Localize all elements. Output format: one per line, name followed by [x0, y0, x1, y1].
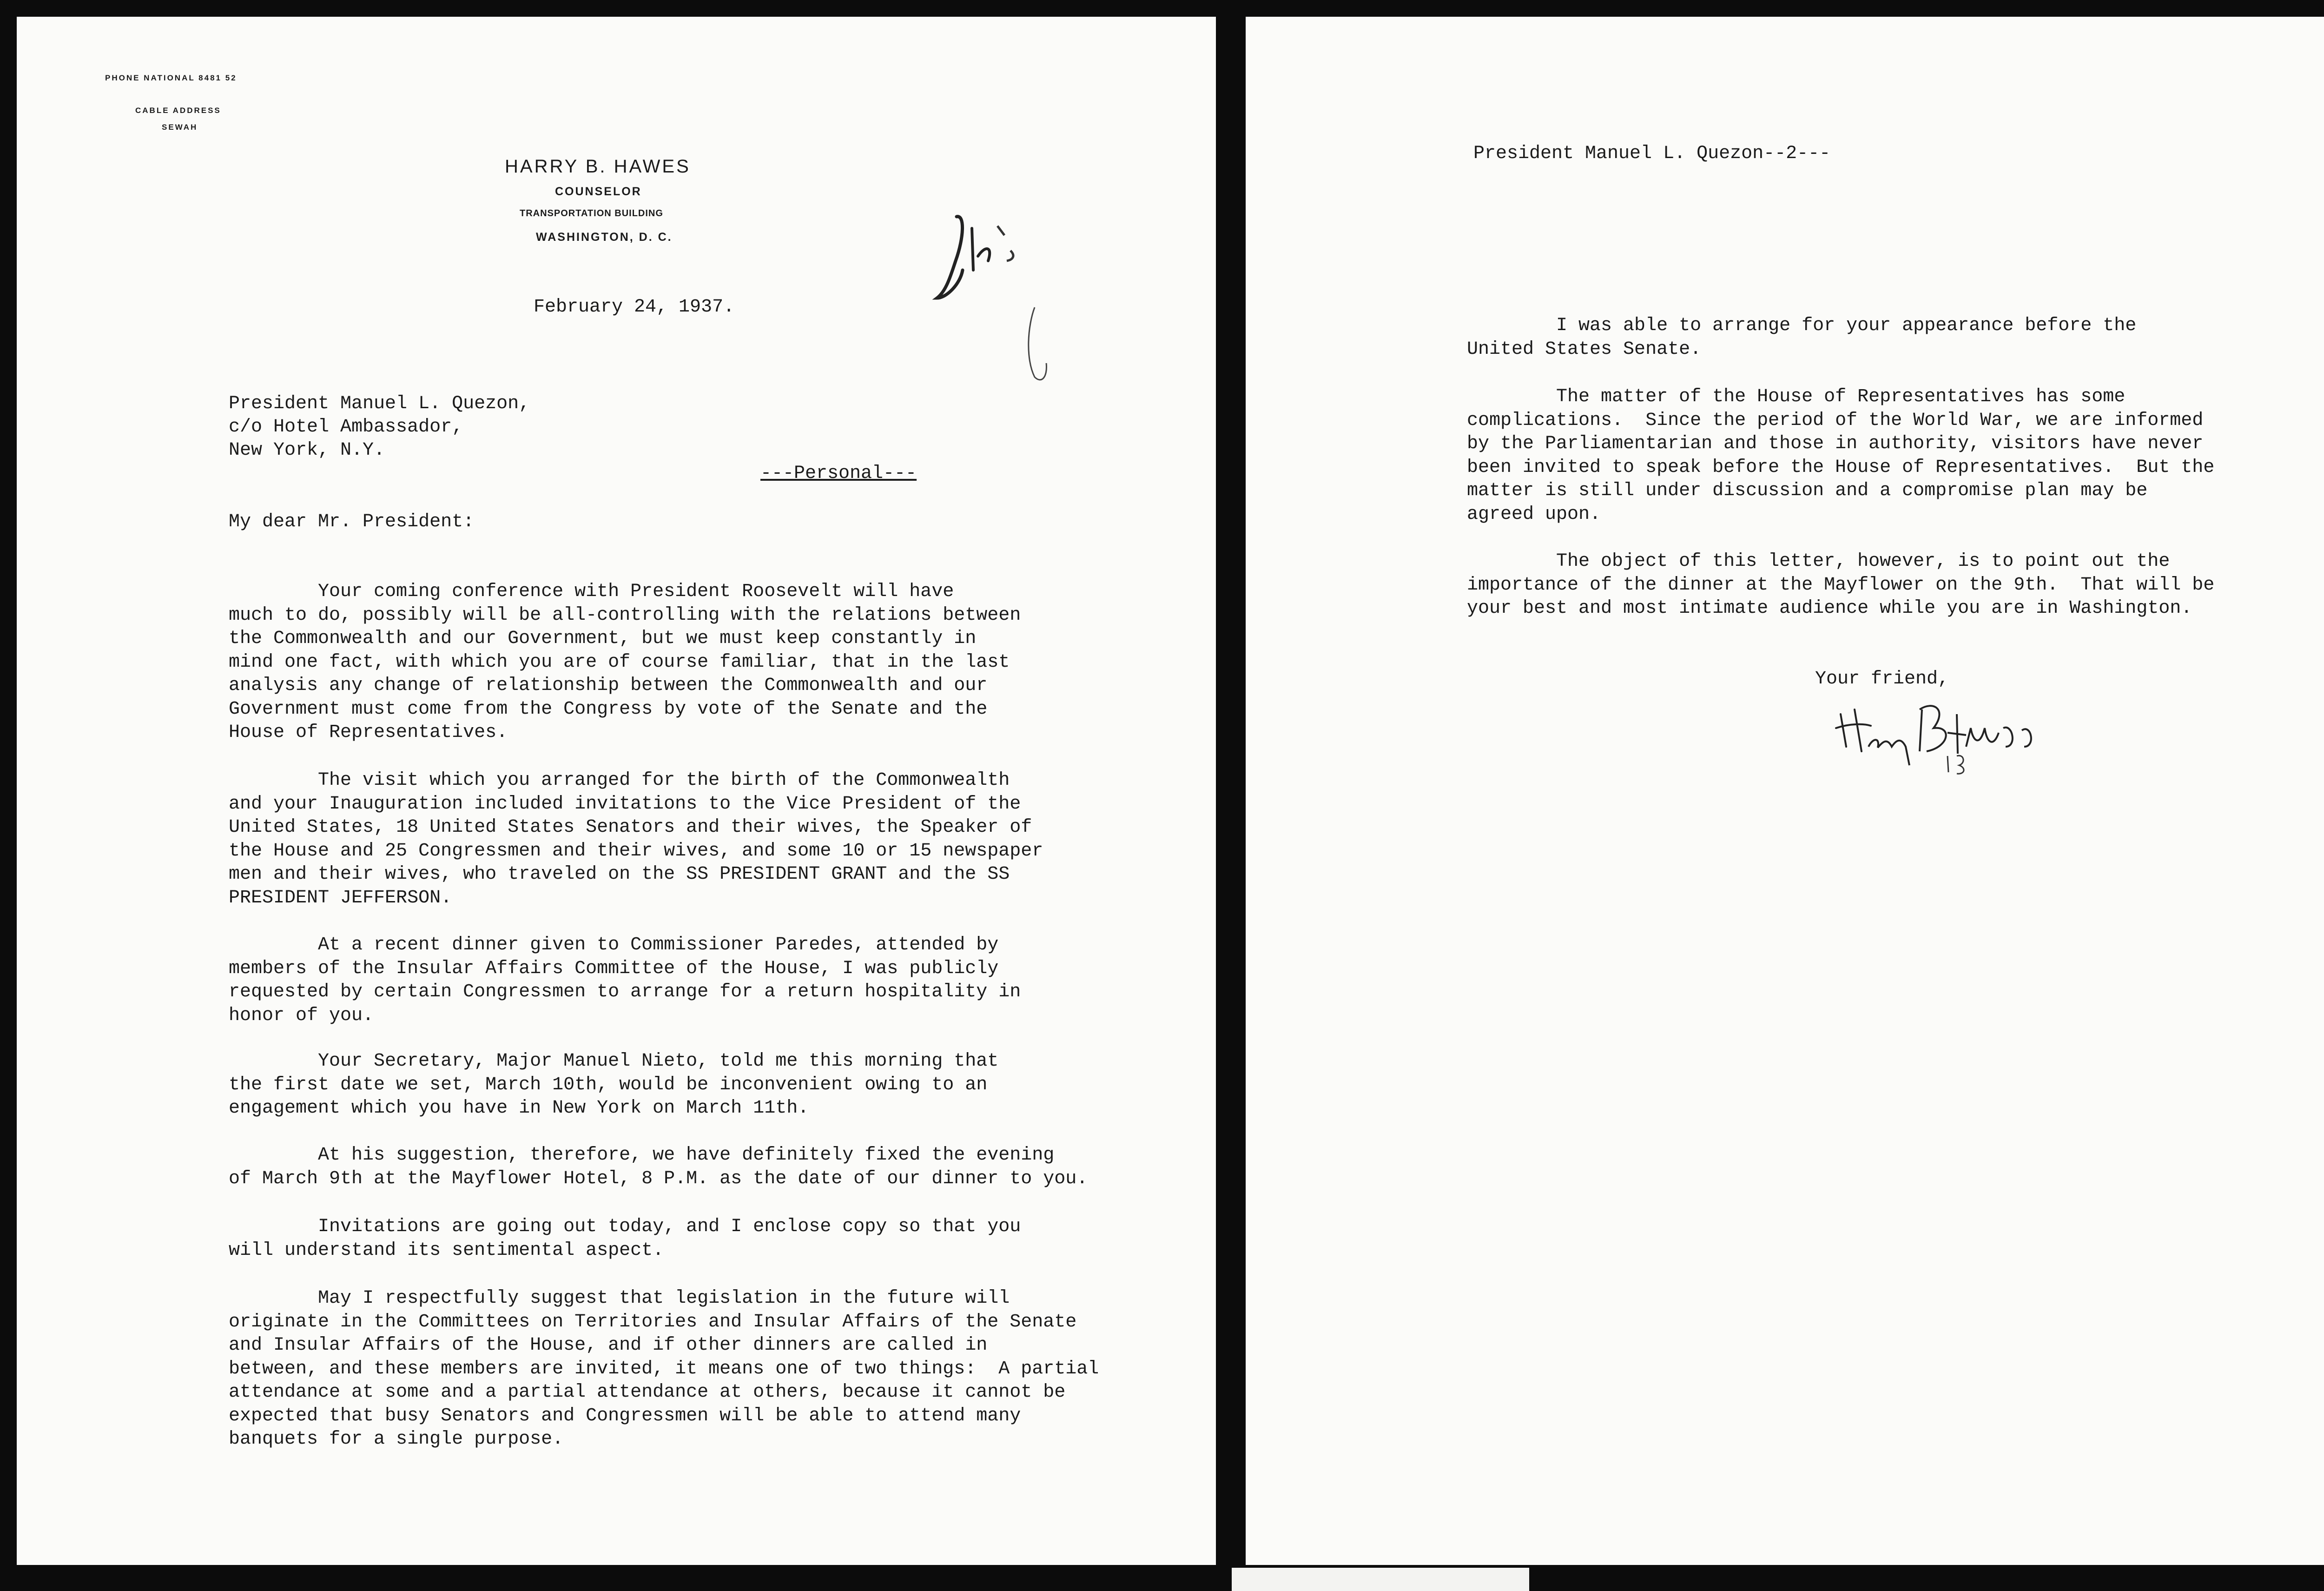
body-paragraph-7: May I respectfully suggest that legislation in the future will originate in the Committees on Territories and Insular Affairs of the Senate and Insular Affairs of the House, and if other dinners are called in between, and these members are invited, it means one of two things: A partial attendance at some and a partial attendance at others, because it cannot be expected that busy Senators and Congressmen will be able to attend many banquets for a single purpose. [229, 1288, 1099, 1450]
letterhead-phone: PHONE NATIONAL 8481 52 [105, 73, 237, 82]
address-line-3: New York, N.Y. [229, 440, 385, 461]
letterhead-role: COUNSELOR [555, 185, 642, 198]
body-paragraph-5: At his suggestion, therefore, we have definitely fixed the evening of March 9th at the Mayflower Hotel, 8 P.M. as the date of our dinner to you. [229, 1145, 1088, 1189]
underlying-sheet-edge [1232, 1568, 1529, 1591]
signature [1827, 677, 2050, 779]
letter-date: February 24, 1937. [534, 297, 735, 318]
handwritten-annotation [928, 200, 1067, 405]
personal-label: ---Personal--- [760, 463, 917, 484]
letterhead-name: HARRY B. HAWES [505, 156, 691, 177]
letter-page-1 [17, 17, 1216, 1565]
body-paragraph-2: The matter of the House of Representatives has some complications. Since the period of the World War, we are informed by the Parliamentarian and those in authority, visitors have never been invited to speak before the House of Representatives. But the matter is still under discussion and a compromise plan may be agreed upon. [1467, 386, 2215, 525]
closing: Your friend, [1815, 669, 1949, 689]
letterhead-cable-code: SEWAH [162, 123, 198, 132]
salutation: My dear Mr. President: [229, 511, 475, 532]
body-paragraph-3: The object of this letter, however, is to point out the importance of the dinner at the Mayflower on the 9th. That will be your best and most intimate audience while you are in Washington. [1467, 551, 2215, 619]
letterhead-city: WASHINGTON, D. C. [536, 231, 673, 244]
letterhead-building: TRANSPORTATION BUILDING [520, 208, 663, 219]
body-paragraph-6: Invitations are going out today, and I enclose copy so that you will understand its sentimental aspect. [229, 1216, 1021, 1261]
page-header: President Manuel L. Quezon--2--- [1473, 143, 1831, 164]
body-paragraph-1: I was able to arrange for your appearance before the United States Senate. [1467, 315, 2137, 360]
body-paragraph-4: Your Secretary, Major Manuel Nieto, told me this morning that the first date we set, March 10th, would be inconvenient owing to an engagement which you have in New York on March 11th. [229, 1051, 999, 1119]
address-line-2: c/o Hotel Ambassador, [229, 417, 463, 438]
body-paragraph-1: Your coming conference with President Roosevelt will have much to do, possibly will be all-controlling with the relations between the Commonwealth and our Government, but we must keep constantly in mind one fact, with which you are of course familiar, that in the last analysis any change of relationship between the Commonwealth and our Government must come from the Congress by vote of the Senate and the House of Representatives. [229, 581, 1021, 743]
address-line-1: President Manuel L. Quezon, [229, 393, 530, 414]
letterhead-cable-label: CABLE ADDRESS [135, 106, 221, 115]
body-paragraph-2: The visit which you arranged for the birth of the Commonwealth and your Inauguration included invitations to the Vice President of the United States, 18 United States Senators and their wives, the Speaker of the House and 25 Congressmen and their wives, and some 10 or 15 newspaper men and their wives, who traveled on the SS PRESIDENT GRANT and the SS PRESIDENT JEFFERSON. [229, 770, 1043, 908]
body-paragraph-3: At a recent dinner given to Commissioner Paredes, attended by members of the Insular Affairs Committee of the House, I was publicly requested by certain Congressmen to arrange for a return hospitality in honor of you. [229, 935, 1021, 1026]
letter-page-2 [1246, 17, 2324, 1565]
